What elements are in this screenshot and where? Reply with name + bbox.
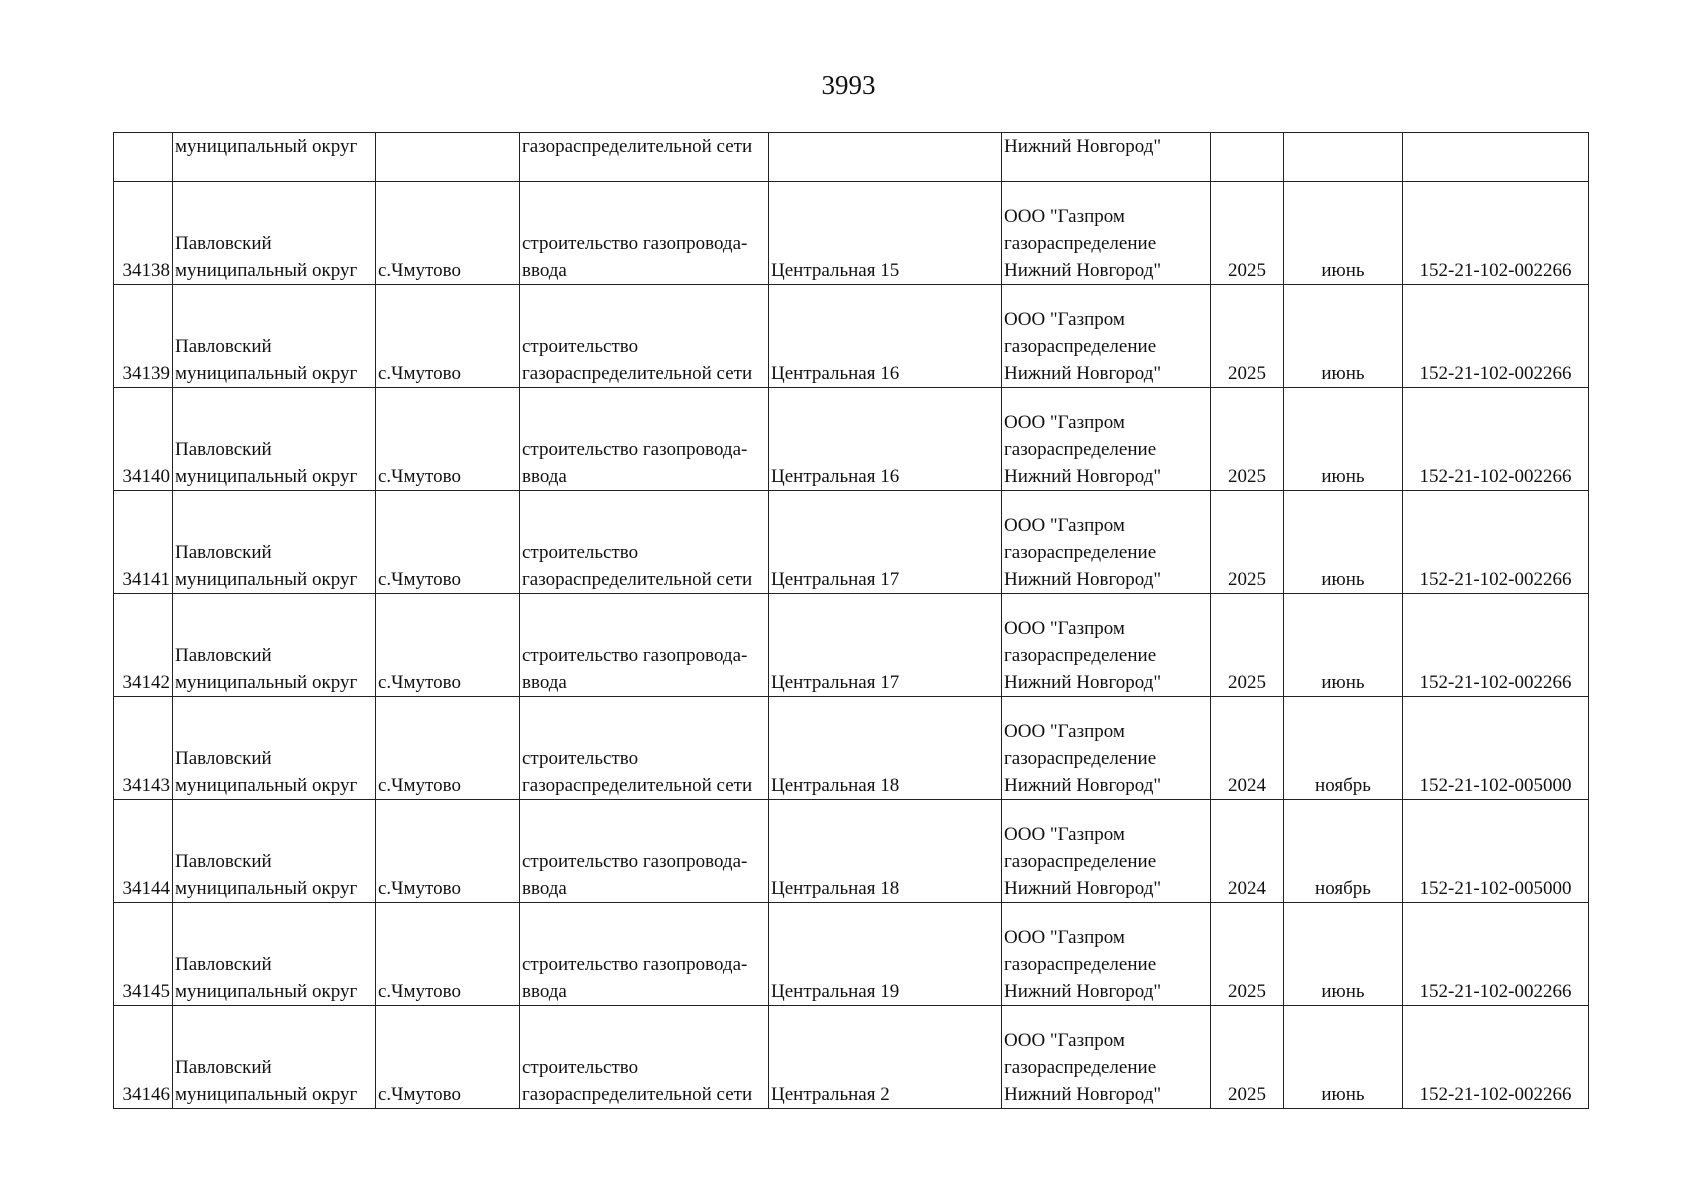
- cell-code: 152-21-102-002266: [1403, 388, 1589, 491]
- cell-id: 34139: [114, 285, 173, 388]
- cell-month: июнь: [1284, 903, 1403, 1006]
- district-line: Павловский: [175, 1057, 272, 1078]
- operator-line: Нижний Новгород": [1004, 466, 1162, 487]
- cell-address: Центральная 2: [769, 1006, 1002, 1109]
- cell-settlement: с.Чмутово: [376, 285, 520, 388]
- cell-code: 152-21-102-002266: [1403, 285, 1589, 388]
- cell-year: 2024: [1211, 697, 1284, 800]
- cell-work: [520, 697, 769, 800]
- cell-operator: [1002, 285, 1211, 388]
- cell-year: 2025: [1211, 491, 1284, 594]
- cell-year: 2024: [1211, 800, 1284, 903]
- operator-line: газораспределение: [1004, 336, 1157, 357]
- cell-district: [173, 697, 376, 800]
- registry-table: [113, 132, 1589, 1109]
- cell-address: Центральная 16: [769, 285, 1002, 388]
- cell-settlement: с.Чмутово: [376, 388, 520, 491]
- cell-id: 34141: [114, 491, 173, 594]
- cell-id: 34144: [114, 800, 173, 903]
- operator-line: газораспределение: [1004, 233, 1157, 254]
- cell-month: июнь: [1284, 388, 1403, 491]
- operator-line: газораспределение: [1004, 645, 1157, 666]
- cell-code: 152-21-102-002266: [1403, 491, 1589, 594]
- cell-code: 152-21-102-002266: [1403, 594, 1589, 697]
- operator-line: ООО "Газпром: [1004, 206, 1125, 227]
- cell-id: 34138: [114, 182, 173, 285]
- work-line: строительство газопровода-: [522, 954, 748, 975]
- cell-code: 152-21-102-002266: [1403, 1006, 1589, 1109]
- work-line: ввода: [522, 260, 567, 281]
- cell-district: [173, 388, 376, 491]
- cell-code: [1403, 133, 1589, 182]
- operator-line: газораспределение: [1004, 954, 1157, 975]
- cell-code: 152-21-102-002266: [1403, 182, 1589, 285]
- cell-district: [173, 1006, 376, 1109]
- operator-line: Нижний Новгород": [1004, 260, 1162, 281]
- cell-month: июнь: [1284, 594, 1403, 697]
- cell-year: 2025: [1211, 903, 1284, 1006]
- cell-work: [520, 388, 769, 491]
- cell-district: [173, 285, 376, 388]
- district-line: муниципальный округ: [175, 260, 358, 281]
- district-line: муниципальный округ: [175, 569, 358, 590]
- table-row: [114, 1006, 1589, 1109]
- work-line: строительство: [522, 1057, 639, 1078]
- cell-address: Центральная 15: [769, 182, 1002, 285]
- cell-month: июнь: [1284, 1006, 1403, 1109]
- cell-operator: [1002, 800, 1211, 903]
- district-line: муниципальный округ: [175, 672, 358, 693]
- cell-year: [1211, 133, 1284, 182]
- cell-operator: [1002, 903, 1211, 1006]
- cell-settlement: с.Чмутово: [376, 491, 520, 594]
- cell-month: ноябрь: [1284, 800, 1403, 903]
- work-line: ввода: [522, 878, 567, 899]
- operator-line: газораспределение: [1004, 748, 1157, 769]
- cell-id: 34143: [114, 697, 173, 800]
- cell-id: 34140: [114, 388, 173, 491]
- cell-district: [173, 800, 376, 903]
- cell-work: [520, 491, 769, 594]
- operator-line: ООО "Газпром: [1004, 618, 1125, 639]
- operator-line: ООО "Газпром: [1004, 309, 1125, 330]
- cell-id: 34142: [114, 594, 173, 697]
- cell-work: [520, 1006, 769, 1109]
- work-line: ввода: [522, 466, 567, 487]
- table-row: [114, 800, 1589, 903]
- cell-district: [173, 491, 376, 594]
- cell-month: июнь: [1284, 491, 1403, 594]
- district-line: Павловский: [175, 336, 272, 357]
- operator-line: Нижний Новгород": [1004, 878, 1162, 899]
- work-line: строительство: [522, 748, 639, 769]
- cell-work: газораспределительной сети: [520, 133, 769, 182]
- operator-line: Нижний Новгород": [1004, 775, 1162, 796]
- operator-line: газораспределение: [1004, 542, 1157, 563]
- district-line: муниципальный округ: [175, 775, 358, 796]
- cell-district: муниципальный округ: [173, 133, 376, 182]
- district-line: Павловский: [175, 645, 272, 666]
- operator-line: Нижний Новгород": [1004, 981, 1162, 1002]
- operator-line: Нижний Новгород": [1004, 672, 1162, 693]
- cell-month: [1284, 133, 1403, 182]
- table-row: [114, 182, 1589, 285]
- district-line: Павловский: [175, 954, 272, 975]
- cell-settlement: с.Чмутово: [376, 1006, 520, 1109]
- cell-district: [173, 903, 376, 1006]
- table-row: [114, 903, 1589, 1006]
- district-line: муниципальный округ: [175, 466, 358, 487]
- cell-work: [520, 800, 769, 903]
- work-line: строительство газопровода-: [522, 233, 748, 254]
- work-line: строительство: [522, 336, 639, 357]
- work-line: газораспределительной сети: [522, 363, 753, 384]
- district-line: Павловский: [175, 233, 272, 254]
- operator-line: газораспределение: [1004, 439, 1157, 460]
- operator-line: ООО "Газпром: [1004, 515, 1125, 536]
- cell-address: Центральная 17: [769, 491, 1002, 594]
- cell-operator: [1002, 182, 1211, 285]
- work-line: ввода: [522, 672, 567, 693]
- cell-work: [520, 903, 769, 1006]
- cell-year: 2025: [1211, 1006, 1284, 1109]
- operator-line: ООО "Газпром: [1004, 824, 1125, 845]
- work-line: газораспределительной сети: [522, 1084, 753, 1105]
- cell-month: июнь: [1284, 182, 1403, 285]
- cell-address: Центральная 19: [769, 903, 1002, 1006]
- table-row-continued: [114, 133, 1589, 182]
- cell-year: 2025: [1211, 388, 1284, 491]
- operator-line: ООО "Газпром: [1004, 927, 1125, 948]
- cell-settlement: с.Чмутово: [376, 697, 520, 800]
- cell-address: Центральная 17: [769, 594, 1002, 697]
- cell-work: [520, 594, 769, 697]
- work-line: строительство газопровода-: [522, 645, 748, 666]
- cell-work: [520, 285, 769, 388]
- work-line: строительство газопровода-: [522, 439, 748, 460]
- cell-address: [769, 133, 1002, 182]
- cell-settlement: с.Чмутово: [376, 800, 520, 903]
- district-line: Павловский: [175, 542, 272, 563]
- table-row: [114, 388, 1589, 491]
- work-line: газораспределительной сети: [522, 775, 753, 796]
- table-row: [114, 491, 1589, 594]
- cell-year: 2025: [1211, 285, 1284, 388]
- cell-month: июнь: [1284, 285, 1403, 388]
- operator-line: Нижний Новгород": [1004, 1084, 1162, 1105]
- cell-month: ноябрь: [1284, 697, 1403, 800]
- cell-operator: [1002, 491, 1211, 594]
- cell-year: 2025: [1211, 182, 1284, 285]
- district-line: Павловский: [175, 748, 272, 769]
- table-row: [114, 697, 1589, 800]
- work-line: ввода: [522, 981, 567, 1002]
- cell-operator: [1002, 697, 1211, 800]
- cell-operator: [1002, 594, 1211, 697]
- district-line: муниципальный округ: [175, 981, 358, 1002]
- work-line: строительство газопровода-: [522, 851, 748, 872]
- district-line: Павловский: [175, 851, 272, 872]
- operator-line: газораспределение: [1004, 851, 1157, 872]
- cell-id: 34145: [114, 903, 173, 1006]
- cell-settlement: с.Чмутово: [376, 903, 520, 1006]
- operator-line: ООО "Газпром: [1004, 412, 1125, 433]
- cell-settlement: с.Чмутово: [376, 594, 520, 697]
- work-line: строительство: [522, 542, 639, 563]
- cell-year: 2025: [1211, 594, 1284, 697]
- cell-address: Центральная 16: [769, 388, 1002, 491]
- cell-district: [173, 594, 376, 697]
- district-line: муниципальный округ: [175, 363, 358, 384]
- operator-line: Нижний Новгород": [1004, 363, 1162, 384]
- cell-settlement: с.Чмутово: [376, 182, 520, 285]
- work-line: газораспределительной сети: [522, 569, 753, 590]
- district-line: муниципальный округ: [175, 878, 358, 899]
- page-number: 3993: [821, 70, 876, 100]
- operator-line: Нижний Новгород": [1004, 569, 1162, 590]
- cell-id: 34146: [114, 1006, 173, 1109]
- district-line: муниципальный округ: [175, 1084, 358, 1105]
- cell-code: 152-21-102-002266: [1403, 903, 1589, 1006]
- table-row: [114, 594, 1589, 697]
- district-line: Павловский: [175, 439, 272, 460]
- operator-line: ООО "Газпром: [1004, 1030, 1125, 1051]
- cell-operator: [1002, 1006, 1211, 1109]
- cell-code: 152-21-102-005000: [1403, 697, 1589, 800]
- cell-address: Центральная 18: [769, 697, 1002, 800]
- cell-operator: [1002, 388, 1211, 491]
- cell-district: [173, 182, 376, 285]
- cell-settlement: [376, 133, 520, 182]
- table-row: [114, 285, 1589, 388]
- cell-id: [114, 133, 173, 182]
- cell-code: 152-21-102-005000: [1403, 800, 1589, 903]
- operator-line: ООО "Газпром: [1004, 721, 1125, 742]
- cell-work: [520, 182, 769, 285]
- cell-operator: Нижний Новгород": [1002, 133, 1211, 182]
- operator-line: газораспределение: [1004, 1057, 1157, 1078]
- cell-address: Центральная 18: [769, 800, 1002, 903]
